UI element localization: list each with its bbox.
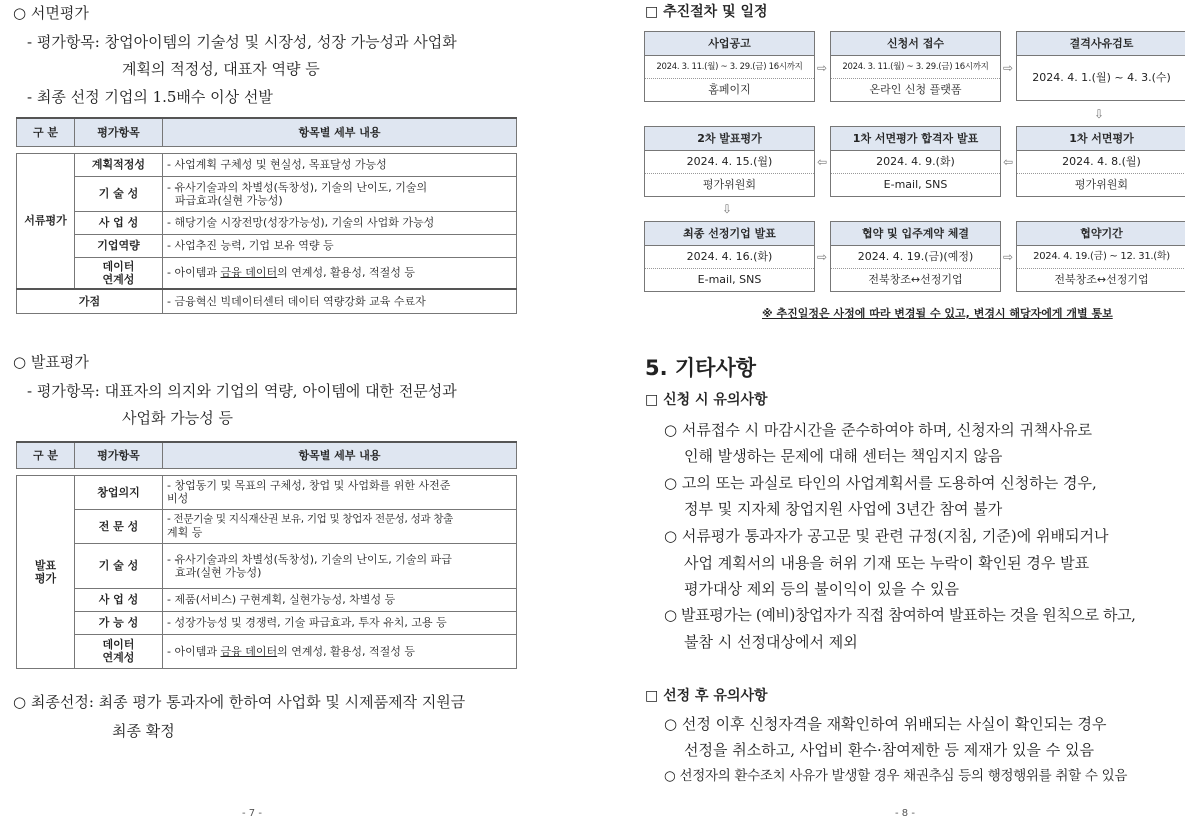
flow-step-presentation-review: 2차 발표평가 2024. 4. 15.(월) 평가위원회 — [644, 126, 815, 197]
item-label: 창업의지 — [75, 475, 163, 509]
final-selection: ○ 최종선정: 최종 평가 통과자에 한하여 사업화 및 시제품제작 지원금 — [13, 693, 466, 711]
apply-note: ○ 서류평가 통과자가 공고문 및 관련 규정(지침, 기준)에 위배되거나 — [664, 527, 1109, 545]
flow-step-document-result: 1차 서면평가 합격자 발표 2024. 4. 9.(화) E-mail, SNS — [830, 126, 1001, 197]
page-number: - 8 - — [895, 808, 915, 819]
presentation-criteria: - 평가항목: 대표자의 의지와 기업의 역량, 아이템에 대한 전문성과 — [27, 382, 457, 400]
flow-step-agreement: 협약 및 입주계약 체결 2024. 4. 19.(금)(예정) 전북창조↔선정기업 — [830, 221, 1001, 292]
flow-step-announcement: 사업공고 2024. 3. 11.(월) ~ 3. 29.(금) 16시까지 홈페이지 — [644, 31, 815, 102]
item-label: 사 업 성 — [75, 211, 163, 234]
item-detail: - 전문기술 및 지식재산권 보유, 기업 및 창업자 전문성, 성과 창출 계획 등 — [163, 509, 517, 543]
item-detail: - 유사기술과의 차별성(독창성), 기술의 난이도, 기술의 파급 효과(실현 가능성) — [163, 543, 517, 588]
item-label: 사 업 성 — [75, 588, 163, 611]
presentation-table — [16, 441, 517, 669]
table-header-item: 평가항목 — [75, 442, 163, 468]
item-detail: - 사업추진 능력, 기업 보유 역량 등 — [163, 234, 517, 257]
doc-review-criteria: - 평가항목: 창업아이템의 기술성 및 시장성, 성장 가능성과 사업화 — [27, 33, 457, 51]
arrow-right-icon: ⇨ — [817, 61, 828, 75]
item-detail: - 해당기술 시장전망(성장가능성), 기술의 사업화 가능성 — [163, 211, 517, 234]
item-detail: - 아이템과 금융 데이터의 연계성, 활용성, 적절성 등 — [163, 257, 517, 289]
table-header-item: 평가항목 — [75, 118, 163, 146]
after-note: ○ 선정 이후 신청자격을 재확인하여 위배되는 사실이 확인되는 경우 — [664, 715, 1107, 733]
arrow-right-icon: ⇨ — [817, 250, 828, 264]
table-header-detail: 항목별 세부 내용 — [163, 118, 517, 146]
after-notes-heading: □ 선정 후 유의사항 — [645, 688, 768, 704]
item-detail: - 사업계획 구체성 및 현실성, 목표달성 가능성 — [163, 153, 517, 176]
apply-note-cont: 인해 발생하는 문제에 대해 센터는 책임지지 않음 — [684, 447, 1003, 465]
item-label: 전 문 성 — [75, 509, 163, 543]
bonus-label: 가점 — [17, 289, 163, 313]
table-header-category: 구 분 — [17, 442, 75, 468]
apply-note-cont: 사업 계획서의 내용을 허위 기재 또는 누락이 확인된 경우 발표 — [684, 554, 1090, 572]
apply-note: ○ 발표평가는 (예비)창업자가 직접 참여하여 발표하는 것을 원칙으로 하고, — [664, 606, 1136, 624]
apply-note-cont: 정부 및 지자체 창업지원 사업에 3년간 참여 불가 — [684, 500, 1003, 518]
arrow-down-icon: ⇩ — [722, 202, 733, 216]
doc-review-heading: ○ 서면평가 — [13, 4, 89, 22]
apply-note: ○ 고의 또는 과실로 타인의 사업계획서를 도용하여 신청하는 경우, — [664, 474, 1097, 492]
item-detail: - 창업동기 및 목표의 구체성, 창업 및 사업화를 위한 사전준 비성 — [163, 475, 517, 509]
item-detail: - 아이템과 금융 데이터의 연계성, 활용성, 적절성 등 — [163, 634, 517, 668]
item-detail: - 유사기술과의 차별성(독창성), 기술의 난이도, 기술의 파급효과(실현 가능성) — [163, 176, 517, 211]
arrow-right-icon: ⇨ — [1003, 61, 1014, 75]
arrow-right-icon: ⇨ — [1003, 250, 1014, 264]
item-label: 기업역량 — [75, 234, 163, 257]
schedule-heading: □ 추진절차 및 일정 — [645, 4, 768, 20]
flow-step-final-announcement: 최종 선정기업 발표 2024. 4. 16.(화) E-mail, SNS — [644, 221, 815, 292]
group-label: 발표 평가 — [17, 475, 75, 668]
group-label: 서류평가 — [17, 153, 75, 289]
item-label: 데이터 연계성 — [75, 257, 163, 289]
apply-note: ○ 서류접수 시 마감시간을 준수하여야 하며, 신청자의 귀책사유로 — [664, 421, 1092, 439]
table-header-category: 구 분 — [17, 118, 75, 146]
page-number: - 7 - — [242, 808, 262, 819]
item-label: 가 능 성 — [75, 611, 163, 634]
section-title: 5. 기타사항 — [645, 356, 757, 380]
item-label: 기 술 성 — [75, 176, 163, 211]
apply-notes-heading: □ 신청 시 유의사항 — [645, 392, 768, 408]
doc-review-final: - 최종 선정 기업의 1.5배수 이상 선발 — [27, 88, 273, 106]
table-header-detail: 항목별 세부 내용 — [163, 442, 517, 468]
flow-step-agreement-period: 협약기간 2024. 4. 19.(금) ~ 12. 31.(화) 전북창조↔선정기업 — [1016, 221, 1185, 292]
arrow-left-icon: ⇦ — [817, 155, 828, 169]
item-detail: - 제품(서비스) 구현계획, 실현가능성, 차별성 등 — [163, 588, 517, 611]
bonus-detail: - 금융혁신 빅데이터센터 데이터 역량강화 교육 수료자 — [163, 289, 517, 313]
apply-note-cont: 불참 시 선정대상에서 제외 — [684, 633, 858, 651]
arrow-left-icon: ⇦ — [1003, 155, 1014, 169]
flow-step-document-review: 1차 서면평가 2024. 4. 8.(월) 평가위원회 — [1016, 126, 1185, 197]
arrow-down-icon: ⇩ — [1094, 107, 1105, 121]
flow-step-eligibility-review: 결격사유검토 2024. 4. 1.(월) ~ 4. 3.(수) — [1016, 31, 1185, 101]
apply-note-cont: 평가대상 제외 등의 불이익이 있을 수 있음 — [684, 580, 959, 598]
item-label: 데이터 연계성 — [75, 634, 163, 668]
doc-review-table — [16, 117, 517, 314]
after-note-cont: 선정을 취소하고, 사업비 환수·참여제한 등 제재가 있을 수 있음 — [684, 741, 1094, 759]
schedule-note: ※ 추진일정은 사정에 따라 변경될 수 있고, 변경시 해당자에게 개별 통보 — [762, 307, 1113, 320]
item-detail: - 성장가능성 및 경쟁력, 기술 파급효과, 투자 유치, 고용 등 — [163, 611, 517, 634]
after-note: ○ 선정자의 환수조치 사유가 발생할 경우 채권추심 등의 행정행위를 취할 수 있음 — [664, 768, 1128, 784]
final-selection-cont: 최종 확정 — [112, 722, 175, 740]
doc-review-criteria-cont: 계획의 적정성, 대표자 역량 등 — [122, 60, 320, 78]
flow-step-application: 신청서 접수 2024. 3. 11.(월) ~ 3. 29.(금) 16시까지 온라인 신청 플랫폼 — [830, 31, 1001, 102]
item-label: 기 술 성 — [75, 543, 163, 588]
item-label: 계획적정성 — [75, 153, 163, 176]
presentation-criteria-cont: 사업화 가능성 등 — [122, 409, 233, 427]
presentation-heading: ○ 발표평가 — [13, 353, 89, 371]
